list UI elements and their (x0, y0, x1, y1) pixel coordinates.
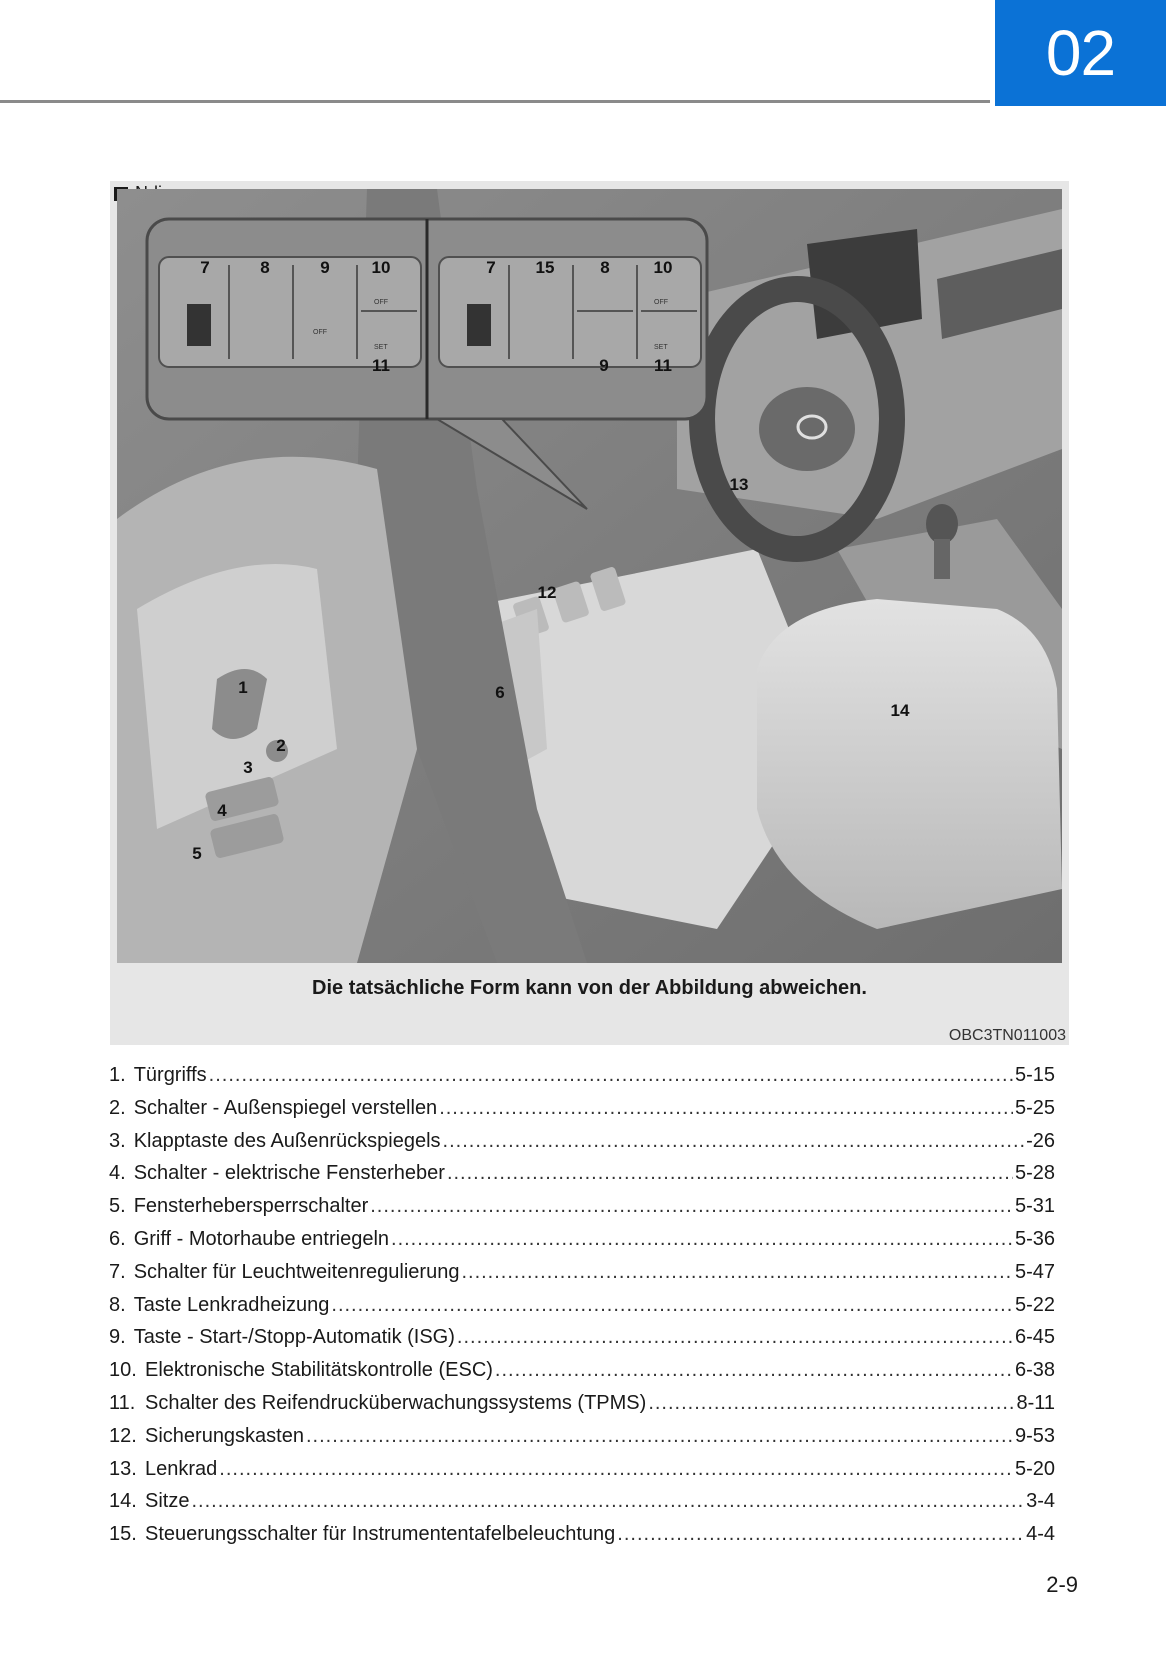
legend-number: 15. (109, 1523, 137, 1546)
gear-lever (934, 539, 950, 579)
page-number: 2-9 (1046, 1572, 1078, 1597)
legend-label: Taste - Start-/Stopp-Automatik (ISG) (133, 1326, 455, 1349)
dot-leader (219, 1458, 1013, 1481)
callout-9-left: 9 (320, 258, 330, 277)
dot-leader (443, 1130, 1025, 1153)
legend-item (109, 1326, 1055, 1359)
callout-8-right: 8 (600, 258, 610, 277)
dot-leader (209, 1064, 1013, 1087)
legend-page-ref: 3-4 (1026, 1490, 1055, 1513)
legend-page-ref: 8-11 (1016, 1391, 1055, 1414)
legend-item (109, 1294, 1055, 1327)
legend-number: 13. (109, 1457, 137, 1480)
legend-item (109, 1490, 1055, 1523)
legend-number: 12. (109, 1424, 137, 1447)
callout-11-left: 11 (372, 356, 390, 375)
callout-7-right: 7 (486, 258, 496, 277)
dot-leader (306, 1425, 1013, 1448)
callout-7-left: 7 (200, 258, 210, 277)
legend-item (109, 1228, 1055, 1261)
legend-page-ref: 6-38 (1014, 1359, 1055, 1382)
legend-number: 9. (109, 1326, 126, 1349)
callout-8-left: 8 (260, 258, 270, 277)
dot-leader (447, 1162, 1013, 1185)
dot-leader (457, 1326, 1013, 1349)
callout-5: 5 (192, 844, 202, 863)
svg-text:OFF: OFF (313, 329, 327, 336)
legend-page-ref: 9-53 (1014, 1424, 1055, 1447)
callout-6: 6 (495, 683, 505, 702)
legend-label: Schalter für Leuchtweitenregulierung (133, 1260, 460, 1283)
dot-leader (370, 1195, 1013, 1218)
legend-item (109, 1195, 1055, 1228)
legend-item (109, 1130, 1055, 1163)
legend-label: Fensterhebersperrschalter (133, 1195, 369, 1218)
legend-label: Sicherungskasten (145, 1424, 304, 1447)
legend-label: Schalter - elektrische Fensterheber (133, 1162, 445, 1185)
svg-text:SET: SET (654, 344, 668, 351)
dot-leader (648, 1392, 1014, 1415)
chapter-number: 02 (1045, 17, 1116, 89)
figure-caption: Die tatsächliche Form kann von der Abbildung abweichen. (312, 977, 867, 999)
legend-page-ref: -26 (1026, 1129, 1055, 1152)
legend-list (109, 1064, 1055, 1556)
callout-11-right: 11 (654, 356, 672, 375)
legend-page-ref: 5-47 (1014, 1260, 1055, 1283)
legend-page-ref: 5-28 (1014, 1162, 1055, 1185)
callout-1: 1 (238, 678, 248, 697)
legend-label: Klapptaste des Außenrückspiegels (133, 1129, 441, 1152)
legend-number: 5. (109, 1195, 126, 1218)
legend-page-ref: 6-45 (1014, 1326, 1055, 1349)
legend-label: Elektronische Stabilitätskontrolle (ESC) (145, 1359, 493, 1382)
legend-number: 1. (109, 1064, 126, 1086)
callout-10-left: 10 (371, 258, 391, 277)
car-interior-illustration (117, 189, 1062, 963)
steering-wheel-hub (759, 387, 855, 471)
legend-item (109, 1458, 1055, 1491)
legend-label: Griff - Motorhaube entriegeln (133, 1227, 390, 1250)
legend-page-ref: 5-20 (1014, 1457, 1055, 1480)
legend-item (109, 1425, 1055, 1458)
legend-label: Steuerungsschalter für Instrumententafelbeleuchtung (145, 1523, 616, 1546)
legend-item (109, 1097, 1055, 1130)
figure-box (110, 181, 1069, 1045)
callout-15-right: 15 (535, 258, 555, 277)
callout-13: 13 (729, 475, 749, 494)
legend-number: 14. (109, 1490, 137, 1513)
callout-14: 14 (890, 701, 910, 720)
dot-leader (439, 1097, 1013, 1120)
dot-leader (391, 1228, 1013, 1251)
callout-10-right: 10 (653, 258, 673, 277)
svg-text:OFF: OFF (654, 299, 668, 306)
dot-leader (461, 1261, 1013, 1284)
callout-9-right: 9 (599, 356, 609, 375)
legend-page-ref: 5-36 (1014, 1227, 1055, 1250)
legend-label: Schalter des Reifendrucküberwachungssystems (TPMS) (145, 1391, 647, 1414)
svg-text:SET: SET (374, 344, 388, 351)
legend-page-ref: 4-4 (1026, 1523, 1055, 1546)
driver-seat (757, 599, 1062, 929)
dot-leader (495, 1359, 1013, 1382)
callout-12: 12 (537, 583, 557, 602)
legend-item (109, 1064, 1055, 1097)
legend-item (109, 1359, 1055, 1392)
gear-knob (926, 504, 958, 544)
svg-text:OFF: OFF (374, 299, 388, 306)
legend-page-ref: 5-25 (1014, 1096, 1055, 1119)
dot-leader (191, 1490, 1024, 1513)
legend-number: 10. (109, 1359, 137, 1382)
legend-number: 4. (109, 1162, 126, 1185)
legend-label: Lenkrad (145, 1457, 218, 1480)
legend-page-ref: 5-31 (1014, 1195, 1055, 1218)
dot-leader (617, 1523, 1024, 1546)
legend-label: Sitze (145, 1490, 190, 1513)
callout-2: 2 (276, 736, 286, 755)
legend-number: 3. (109, 1129, 126, 1152)
legend-page-ref: 5-22 (1014, 1293, 1055, 1316)
dot-leader (331, 1294, 1013, 1317)
chapter-tab (995, 0, 1166, 106)
legend-number: 11. (109, 1391, 136, 1414)
legend-number: 8. (109, 1293, 126, 1316)
legend-item (109, 1392, 1055, 1425)
legend-number: 6. (109, 1227, 126, 1250)
callout-3: 3 (243, 758, 253, 777)
legend-number: 7. (109, 1260, 126, 1283)
legend-item (109, 1162, 1055, 1195)
legend-item (109, 1261, 1055, 1294)
callout-4: 4 (217, 801, 227, 820)
figure-code: OBC3TN011003 (948, 1027, 1066, 1044)
legend-label: Schalter - Außenspiegel verstellen (133, 1096, 438, 1119)
legend-label: Taste Lenkradheizung (133, 1293, 330, 1316)
legend-label: Türgriffs (133, 1064, 207, 1086)
legend-item (109, 1523, 1055, 1556)
legend-page-ref: 5-15 (1014, 1064, 1055, 1086)
header-rule (0, 100, 990, 103)
legend-number: 2. (109, 1096, 126, 1119)
